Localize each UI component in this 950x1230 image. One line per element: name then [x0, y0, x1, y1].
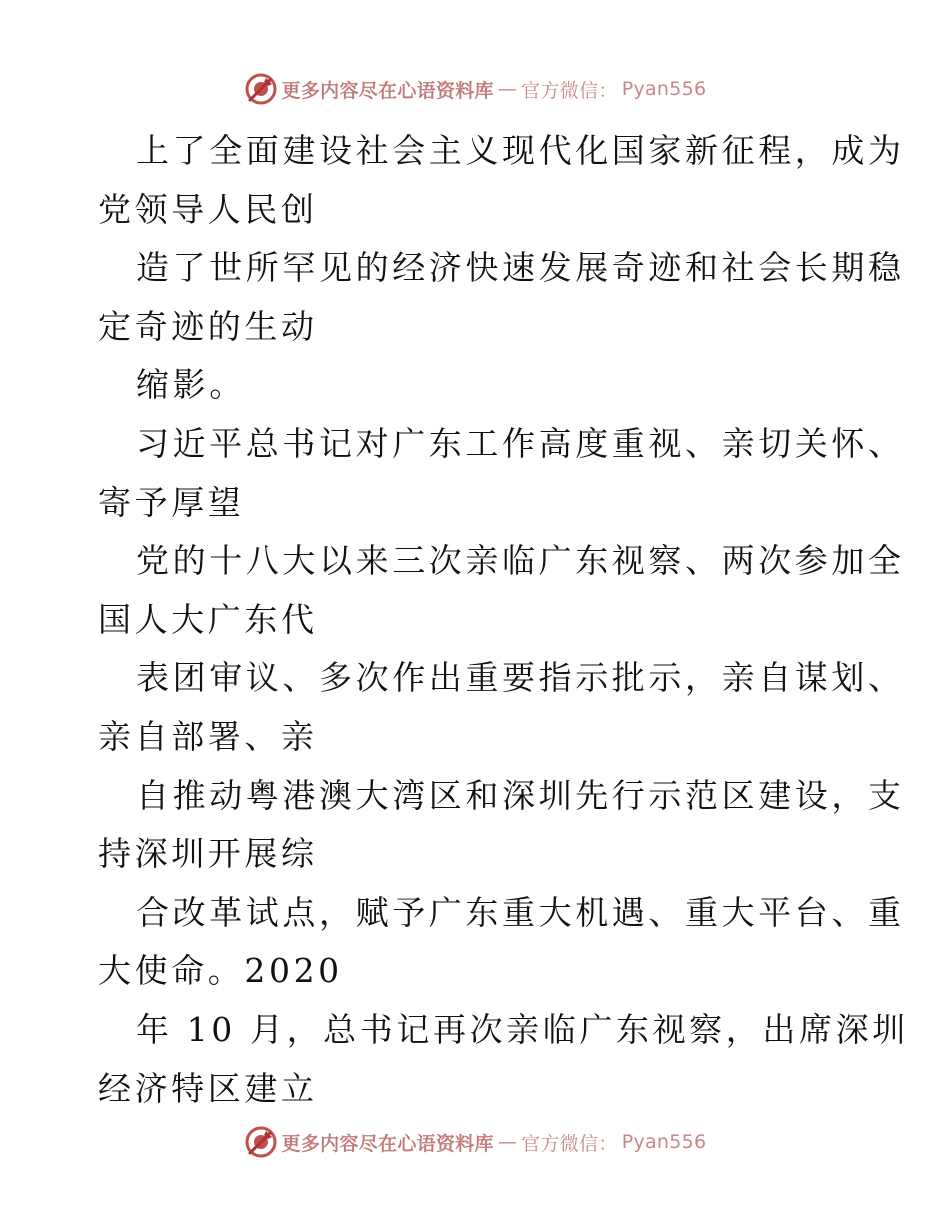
text-line: 寄予厚望 — [98, 482, 245, 522]
text-line: 缩影。 — [136, 365, 246, 405]
text-line: 上了全面建设社会主义现代化国家新征程，成为 — [136, 131, 905, 170]
watermark-brand: 更多内容尽在心语资料库 — [281, 79, 494, 102]
text-line: 大使命。2020 — [98, 951, 343, 991]
watermark-contact-label: 官方微信： — [521, 79, 618, 102]
footer-watermark — [0, 1125, 950, 1159]
watermark-separator: — — [497, 78, 518, 100]
watermark-brand: 更多内容尽在心语资料库 — [281, 1132, 494, 1155]
text-line: 党领导人民创 — [98, 189, 318, 229]
pen-logo-icon — [244, 72, 278, 106]
text-line: 党的十八大以来三次亲临广东视察、两次参加全 — [136, 541, 905, 581]
text-line: 习近平总书记对广东工作高度重视、亲切关怀、 — [136, 423, 905, 463]
watermark-contact-id: Pyan556 — [621, 1131, 707, 1153]
text-line: 自推动粤港澳大湾区和深圳先行示范区建设，支 — [136, 775, 905, 815]
text-line: 定奇迹的生动 — [98, 306, 318, 346]
text-line: 国人大广东代 — [98, 599, 318, 639]
text-line: 合改革试点，赋予广东重大机遇、重大平台、重 — [136, 892, 905, 932]
watermark-contact-id: Pyan556 — [621, 78, 707, 100]
header-watermark — [0, 72, 950, 106]
text-line: 表团审议、多次作出重要指示批示，亲自谋划、 — [136, 658, 905, 698]
document-body — [98, 122, 909, 1118]
text-line: 造了世所罕见的经济快速发展奇迹和社会长期稳 — [136, 248, 905, 288]
pen-logo-icon — [244, 1125, 278, 1159]
text-line: 年 10 月，总书记再次亲临广东视察，出席深圳 — [136, 1009, 909, 1049]
watermark-contact-label: 官方微信： — [521, 1132, 618, 1155]
text-line: 经济特区建立 — [98, 1068, 318, 1108]
watermark-separator: — — [497, 1131, 518, 1153]
text-line: 亲自部署、亲 — [98, 716, 318, 756]
text-line: 持深圳开展综 — [98, 834, 318, 874]
